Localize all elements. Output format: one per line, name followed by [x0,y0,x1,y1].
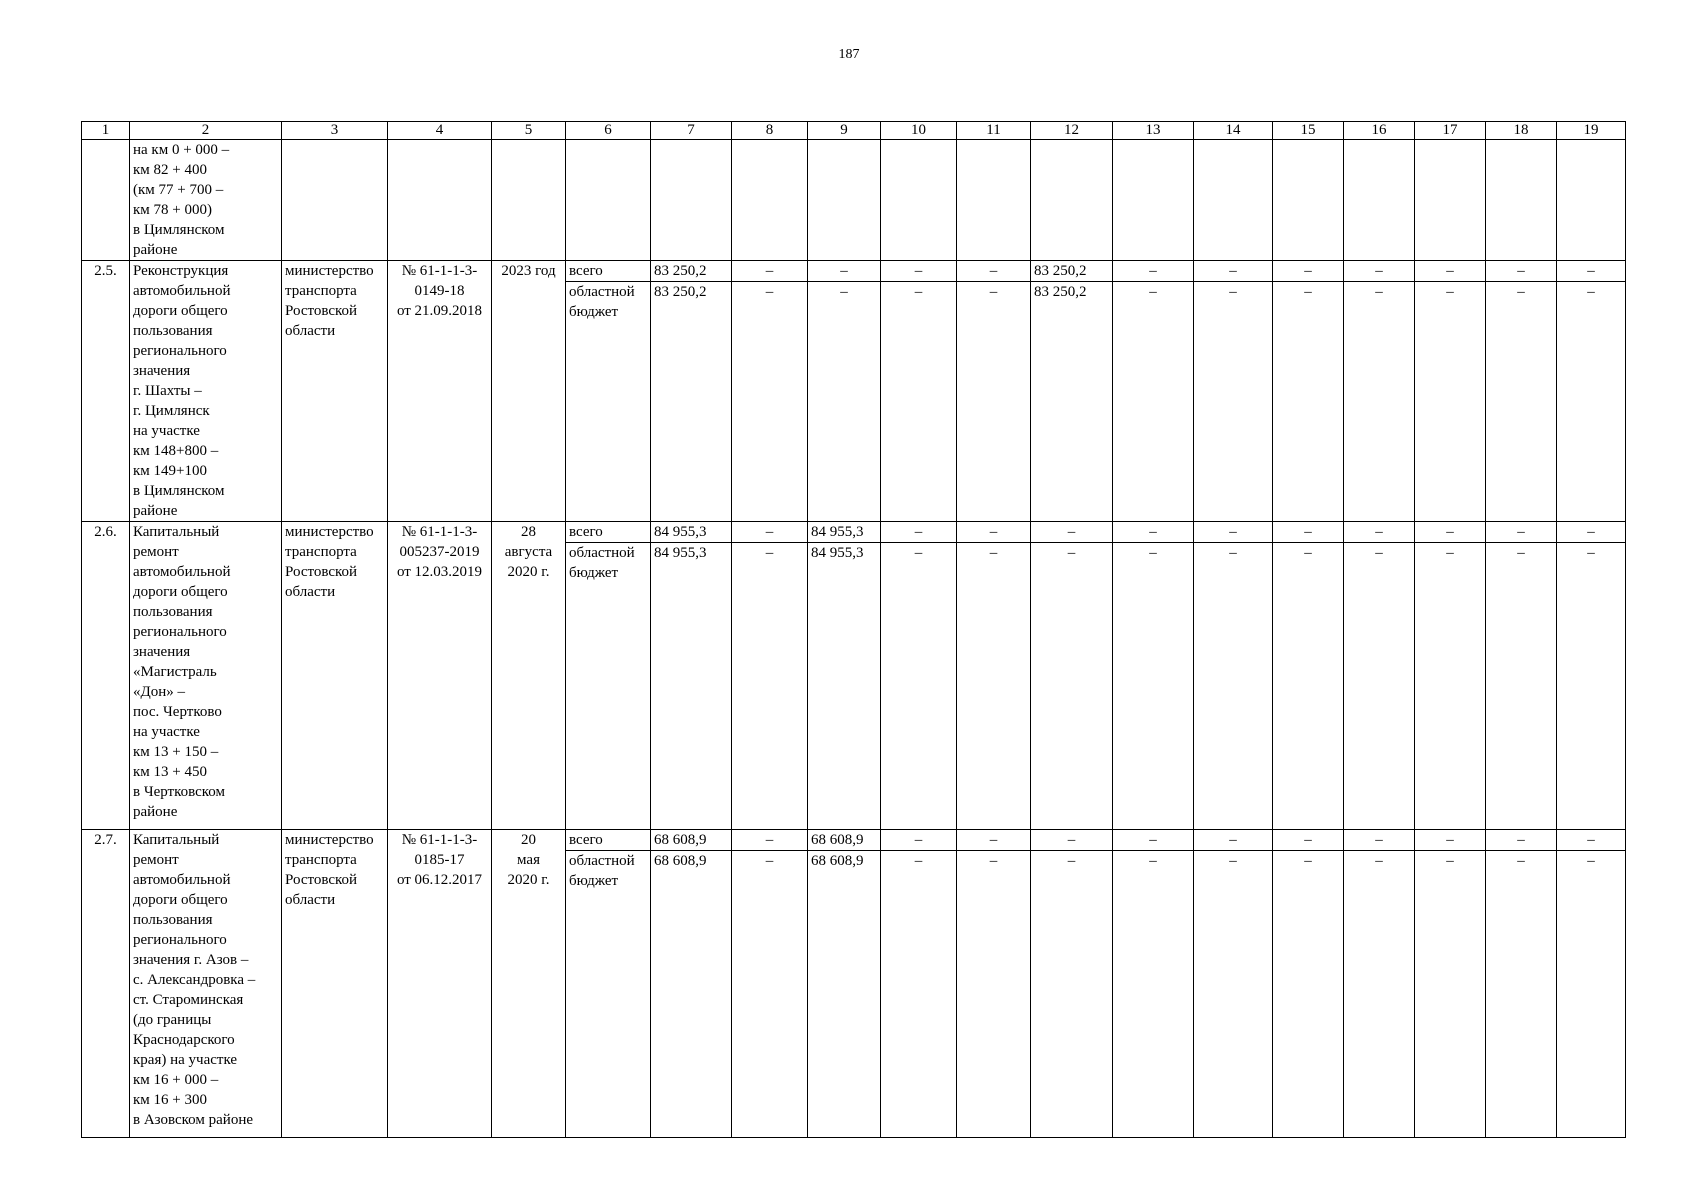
object-name-cell: на км 0 + 000 – км 82 + 400 (км 77 + 700 – км 78 + 000) в Цимлянском районе [130,140,282,261]
item-row-total [82,261,1626,282]
header-cell: 19 [1557,122,1626,140]
empty-value-cell: – [1486,543,1557,830]
empty-value-cell: – [1486,261,1557,282]
empty-value-cell: – [1415,282,1486,522]
empty-value-cell: – [1486,851,1557,1138]
amount-cell: 84 955,3 [808,543,881,830]
empty-value-cell: – [1113,830,1194,851]
empty-value-cell: – [1031,543,1113,830]
object-name-cell: Капитальный ремонт автомобильной дороги общего пользования регионального значения г. Азов – с. Александровка – ст. Староминская (до границы Краснодарского края) на участке км 16 + 000 – км 16 + 300 в Азовском районе [130,830,282,1138]
empty-value-cell: – [881,522,957,543]
empty-value-cell: – [1557,830,1626,851]
empty-value-cell: – [1194,522,1273,543]
header-cell: 14 [1194,122,1273,140]
empty-value-cell: – [1273,261,1344,282]
empty-value-cell: – [1113,543,1194,830]
item-row-total [82,830,1626,851]
cell [957,140,1031,261]
empty-value-cell: – [1344,282,1415,522]
amount-cell: 68 608,9 [651,851,732,1138]
header-cell: 8 [732,122,808,140]
empty-value-cell: – [1415,522,1486,543]
empty-value-cell: – [1486,282,1557,522]
cell [282,140,388,261]
empty-value-cell: – [1113,851,1194,1138]
empty-value-cell: – [1415,543,1486,830]
continuation-row [82,140,1626,261]
funding-source-cell: всего [566,261,651,282]
cell [1557,140,1626,261]
empty-value-cell: – [732,261,808,282]
amount-cell: 84 955,3 [808,522,881,543]
empty-value-cell: – [881,830,957,851]
cell [82,140,130,261]
header-cell: 7 [651,122,732,140]
object-name-cell: Капитальный ремонт автомобильной дороги общего пользования регионального значения «Магистраль «Дон» – пос. Чертково на участке км 13 + 150 – км 13 + 450 в Чертковском районе [130,522,282,830]
cell [1486,140,1557,261]
empty-value-cell: – [1344,830,1415,851]
customer-cell: министерство транспорта Ростовской области [282,830,388,1138]
document-cell: № 61-1-1-3- 0149-18 от 21.09.2018 [388,261,492,522]
empty-value-cell: – [1557,543,1626,830]
empty-value-cell: – [732,830,808,851]
empty-value-cell: – [881,261,957,282]
empty-value-cell: – [732,543,808,830]
empty-value-cell: – [1113,522,1194,543]
empty-value-cell: – [1194,282,1273,522]
empty-value-cell: – [1344,851,1415,1138]
amount-cell: 83 250,2 [651,282,732,522]
document-cell: № 61-1-1-3- 0185-17 от 06.12.2017 [388,830,492,1138]
empty-value-cell: – [732,522,808,543]
empty-value-cell: – [1194,851,1273,1138]
amount-cell: 84 955,3 [651,543,732,830]
empty-value-cell: – [1031,522,1113,543]
empty-value-cell: – [881,543,957,830]
cell [1113,140,1194,261]
empty-value-cell: – [1344,543,1415,830]
empty-value-cell: – [957,522,1031,543]
header-cell: 5 [492,122,566,140]
cell [1415,140,1486,261]
amount-cell: 83 250,2 [1031,282,1113,522]
funding-source-cell: всего [566,830,651,851]
header-cell: 2 [130,122,282,140]
cell [732,140,808,261]
amount-cell: 83 250,2 [1031,261,1113,282]
empty-value-cell: – [732,851,808,1138]
empty-value-cell: – [1486,522,1557,543]
deadline-cell: 28 августа 2020 г. [492,522,566,830]
empty-value-cell: – [1344,261,1415,282]
header-cell: 9 [808,122,881,140]
empty-value-cell: – [957,543,1031,830]
empty-value-cell: – [1486,830,1557,851]
empty-value-cell: – [1031,851,1113,1138]
deadline-cell: 2023 год [492,261,566,522]
empty-value-cell: – [1273,851,1344,1138]
empty-value-cell: – [1031,830,1113,851]
empty-value-cell: – [1113,261,1194,282]
object-name-cell: Реконструкция автомобильной дороги общего пользования регионального значения г. Шахты – г. Цимлянск на участке км 148+800 – км 149+100 в Цимлянском районе [130,261,282,522]
empty-value-cell: – [881,851,957,1138]
header-cell: 17 [1415,122,1486,140]
empty-value-cell: – [1194,543,1273,830]
empty-value-cell: – [957,851,1031,1138]
cell [1344,140,1415,261]
header-row [82,122,1626,140]
empty-value-cell: – [1557,282,1626,522]
item-number-cell: 2.6. [82,522,130,830]
header-cell: 13 [1113,122,1194,140]
header-cell: 1 [82,122,130,140]
item-number-cell: 2.7. [82,830,130,1138]
amount-cell: 68 608,9 [808,851,881,1138]
cell [808,140,881,261]
empty-value-cell: – [957,261,1031,282]
item-row-total [82,522,1626,543]
header-cell: 6 [566,122,651,140]
empty-value-cell: – [1415,851,1486,1138]
funding-source-cell: всего [566,522,651,543]
item-number-cell: 2.5. [82,261,130,522]
empty-value-cell: – [1557,261,1626,282]
empty-value-cell: – [1113,282,1194,522]
page-number: 187 [838,47,860,62]
customer-cell: министерство транспорта Ростовской области [282,522,388,830]
empty-value-cell: – [957,830,1031,851]
header-cell: 10 [881,122,957,140]
deadline-cell: 20 мая 2020 г. [492,830,566,1138]
budget-table [81,121,1626,1138]
empty-value-cell: – [1194,830,1273,851]
funding-source-cell: областной бюджет [566,282,651,522]
empty-value-cell: – [1273,522,1344,543]
empty-value-cell: – [881,282,957,522]
cell [388,140,492,261]
customer-cell: министерство транспорта Ростовской области [282,261,388,522]
header-cell: 12 [1031,122,1113,140]
empty-value-cell: – [808,282,881,522]
header-cell: 15 [1273,122,1344,140]
document-cell: № 61-1-1-3- 005237-2019 от 12.03.2019 [388,522,492,830]
cell [492,140,566,261]
amount-cell: 84 955,3 [651,522,732,543]
amount-cell: 83 250,2 [651,261,732,282]
cell [1194,140,1273,261]
cell [1031,140,1113,261]
empty-value-cell: – [957,282,1031,522]
empty-value-cell: – [808,261,881,282]
header-cell: 3 [282,122,388,140]
cell [566,140,651,261]
funding-source-cell: областной бюджет [566,543,651,830]
empty-value-cell: – [1415,830,1486,851]
empty-value-cell: – [732,282,808,522]
cell [1273,140,1344,261]
funding-source-cell: областной бюджет [566,851,651,1138]
empty-value-cell: – [1344,522,1415,543]
amount-cell: 68 608,9 [808,830,881,851]
header-cell: 16 [1344,122,1415,140]
empty-value-cell: – [1415,261,1486,282]
header-cell: 18 [1486,122,1557,140]
cell [881,140,957,261]
empty-value-cell: – [1557,851,1626,1138]
empty-value-cell: – [1557,522,1626,543]
amount-cell: 68 608,9 [651,830,732,851]
empty-value-cell: – [1273,282,1344,522]
header-cell: 11 [957,122,1031,140]
cell [651,140,732,261]
empty-value-cell: – [1273,543,1344,830]
header-cell: 4 [388,122,492,140]
empty-value-cell: – [1194,261,1273,282]
empty-value-cell: – [1273,830,1344,851]
